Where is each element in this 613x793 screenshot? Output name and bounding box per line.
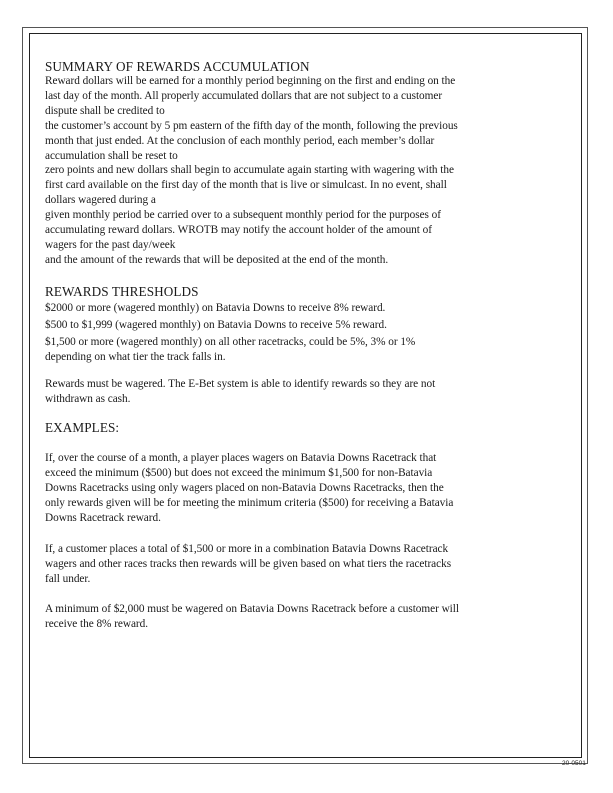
- examples-heading: EXAMPLES:: [45, 420, 120, 436]
- summary-line: given monthly period be carried over to a subsequent monthly period for the purposes of: [45, 209, 441, 222]
- threshold-item-line: $1,500 or more (wagered monthly) on all other racetracks, could be 5%, 3% or 1%: [45, 335, 416, 348]
- example-line: wagers and other races tracks then rewards will be given based on what tiers the racetracks: [45, 557, 452, 570]
- example-paragraph: [45, 451, 545, 526]
- example-line: If, a customer places a total of $1,500 or more in a combination Batavia Downs Racetrack: [45, 542, 449, 555]
- summary-line: last day of the month. All properly accumulated dollars that are not subject to a customer: [45, 89, 443, 102]
- summary-line: month that just ended. At the conclusion of each monthly period, each member’s dollar: [45, 134, 435, 147]
- example-line: Downs Racetracks using only wagers placed on non-Batavia Downs Racetracks, then the: [45, 482, 444, 495]
- rewards-note-line: withdrawn as cash.: [45, 393, 131, 406]
- example-line: exceed the minimum ($500) but does not exceed the minimum $1,500 for non-Batavia: [45, 467, 433, 480]
- threshold-item: $2000 or more (wagered monthly) on Batavia Downs to receive 8% reward.: [45, 301, 386, 314]
- summary-line: zero points and new dollars shall begin to accumulate again starting with wagering with the: [45, 164, 454, 177]
- summary-line: accumulation shall be reset to: [45, 149, 178, 162]
- summary-line: the customer’s account by 5 pm eastern of the fifth day of the month, following the previous: [45, 119, 458, 132]
- summary-heading: SUMMARY OF REWARDS ACCUMULATION: [45, 59, 310, 74]
- summary-line: first card available on the first day of the month that is live or simulcast. In no event, shall: [45, 179, 447, 192]
- document-body: [45, 59, 545, 632]
- summary-line: dispute shall be credited to: [45, 104, 165, 117]
- example-line: Downs Racetrack reward.: [45, 511, 161, 524]
- threshold-item-line: depending on what tier the track falls in.: [45, 350, 226, 363]
- summary-line: Reward dollars will be earned for a monthly period beginning on the first and ending on the: [45, 75, 456, 87]
- summary-paragraph: [45, 74, 545, 268]
- example-line: fall under.: [45, 572, 91, 585]
- form-code: 20-0501: [562, 760, 586, 767]
- example-line: A minimum of $2,000 must be wagered on Batavia Downs Racetrack before a customer will: [45, 603, 459, 616]
- example-line: only rewards given will be for meeting the minimum criteria ($500) for receiving a Batavia: [45, 496, 454, 509]
- rewards-note: [45, 377, 545, 407]
- example-paragraph: [45, 542, 545, 587]
- summary-line: wagers for the past day/week: [45, 238, 176, 251]
- threshold-item: $500 to $1,999 (wagered monthly) on Batavia Downs to receive 5% reward.: [45, 318, 387, 331]
- threshold-item: [45, 335, 545, 365]
- summary-line: accumulating reward dollars. WROTB may notify the account holder of the amount of: [45, 224, 432, 237]
- example-line: receive the 8% reward.: [45, 618, 149, 631]
- example-line: If, over the course of a month, a player places wagers on Batavia Downs Racetrack that: [45, 452, 437, 465]
- thresholds-heading: REWARDS THRESHOLDS: [45, 283, 199, 299]
- summary-line: and the amount of the rewards that will be deposited at the end of the month.: [45, 253, 389, 266]
- example-paragraph: [45, 602, 545, 632]
- summary-line: dollars wagered during a: [45, 194, 156, 207]
- rewards-note-line: Rewards must be wagered. The E-Bet system is able to identify rewards so they are not: [45, 378, 436, 391]
